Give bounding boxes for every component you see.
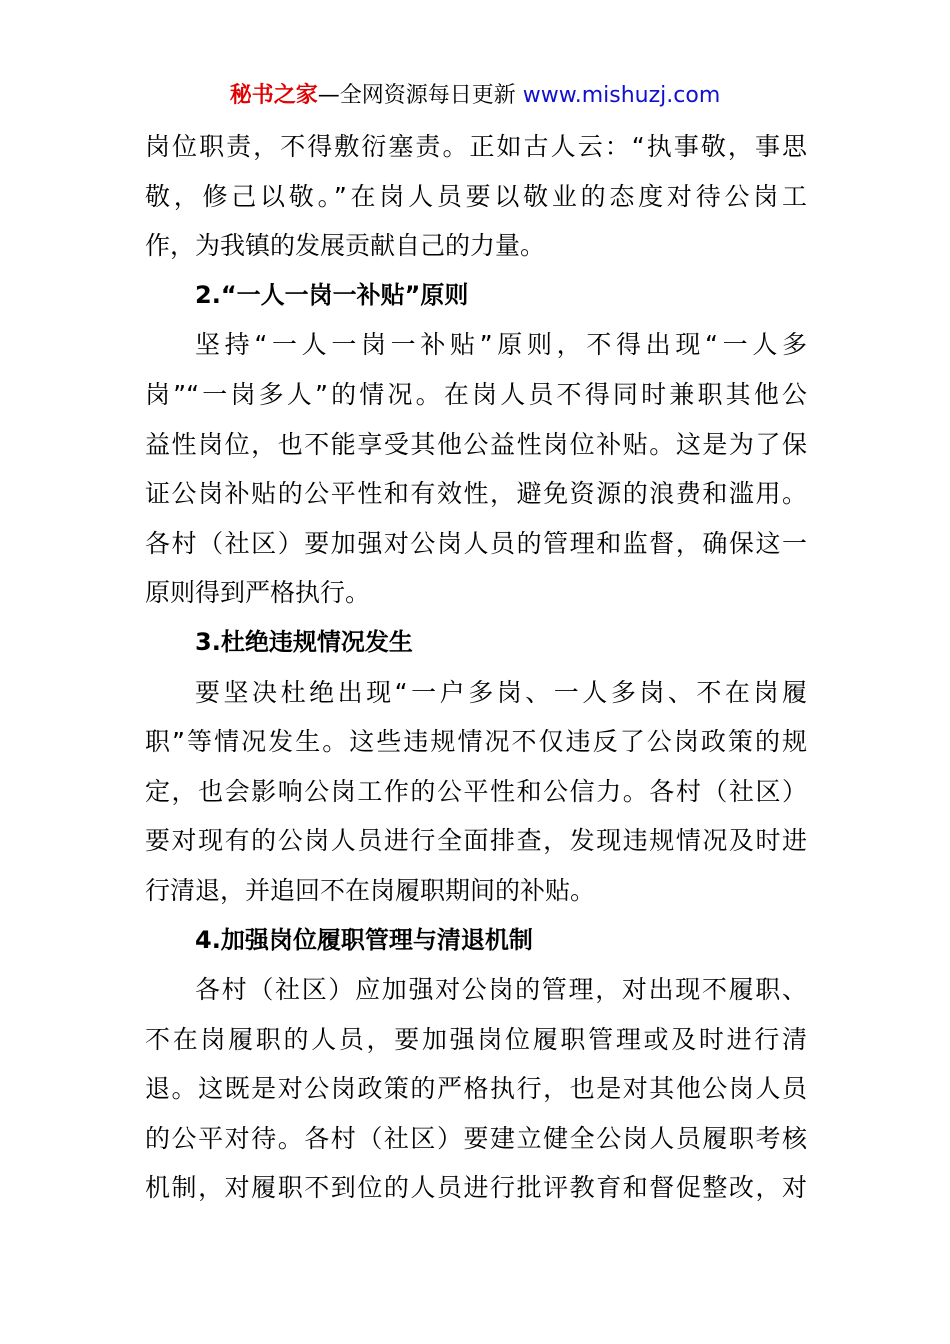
paragraph-line: 职”等情况发生。这些违规情况不仅违反了公岗政策的规 [145, 727, 807, 757]
page-header [0, 80, 950, 112]
brand-name: 秘书之家 [229, 83, 318, 108]
paragraph-line: 不在岗履职的人员，要加强岗位履职管理或及时进行清 [145, 1024, 807, 1054]
paragraph-line: 证公岗补贴的公平性和有效性，避免资源的浪费和滥用。 [145, 479, 807, 509]
paragraph-line: 益性岗位，也不能享受其他公益性岗位补贴。这是为了保 [145, 429, 807, 459]
paragraph-line: 退。这既是对公岗政策的严格执行，也是对其他公岗人员 [145, 1074, 807, 1104]
paragraph-line: 的公平对待。各村（社区）要建立健全公岗人员履职考核 [145, 1123, 807, 1153]
section-heading-2: 2.“一人一岗一补贴”原则 [195, 280, 469, 309]
header-tagline: —全网资源每日更新 [317, 83, 523, 108]
paragraph-line: 要对现有的公岗人员进行全面排查，发现违规情况及时进 [145, 826, 807, 856]
paragraph-line: 各村（社区）要加强对公岗人员的管理和监督，确保这一 [145, 528, 807, 558]
paragraph-line: 岗”“一岗多人”的情况。在岗人员不得同时兼职其他公 [145, 379, 807, 409]
paragraph-line: 岗位职责，不得敷衍塞责。正如古人云：“执事敬，事思 [145, 132, 807, 161]
paragraph-line: 坚持“一人一岗一补贴”原则，不得出现“一人多 [195, 330, 807, 360]
section-heading-3: 3.杜绝违规情况发生 [195, 627, 413, 656]
paragraph-line: 定，也会影响公岗工作的公平性和公信力。各村（社区） [145, 776, 807, 806]
paragraph-line: 原则得到严格执行。 [145, 578, 371, 608]
paragraph-line: 要坚决杜绝出现“一户多岗、一人多岗、不在岗履 [195, 677, 807, 707]
paragraph-line: 各村（社区）应加强对公岗的管理，对出现不履职、 [195, 975, 807, 1005]
document-body [145, 122, 807, 1213]
paragraph-line: 行清退，并追回不在岗履职期间的补贴。 [145, 875, 596, 905]
paragraph-line: 敬，修己以敬。”在岗人员要以敬业的态度对待公岗工 [145, 181, 807, 211]
paragraph-line: 机制，对履职不到位的人员进行批评教育和督促整改，对 [145, 1173, 807, 1203]
section-heading-4: 4.加强岗位履职管理与清退机制 [195, 925, 533, 954]
site-url-link[interactable]: www.mishuzj.com [522, 83, 721, 108]
paragraph-line: 作，为我镇的发展贡献自己的力量。 [145, 231, 546, 261]
